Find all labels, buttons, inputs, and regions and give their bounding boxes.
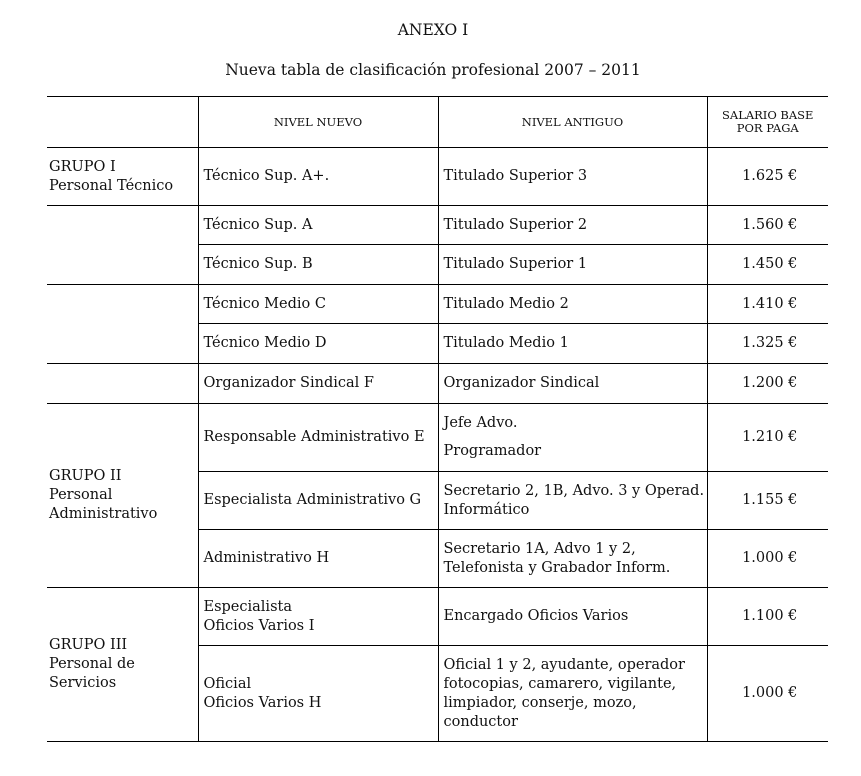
header-row [47, 97, 828, 148]
nivel-nuevo-cell: Técnico Sup. B [198, 245, 438, 285]
group-cell: GRUPO II Personal Administrativo [47, 404, 198, 588]
salario-cell: 1.210 € [707, 404, 828, 472]
table-row [47, 206, 828, 245]
header-salario: SALARIO BASE POR PAGA [707, 97, 828, 148]
nivel-nuevo-cell: Oficial Oficios Varios H [198, 646, 438, 742]
nivel-nuevo-cell: Organizador Sindical F [198, 364, 438, 404]
table-row [47, 404, 828, 472]
group-cell-empty [47, 364, 198, 404]
group-cell: GRUPO I Personal Técnico [49, 158, 174, 194]
classification-table [47, 96, 828, 742]
nivel-nuevo-cell: Técnico Medio D [198, 324, 438, 364]
annex-title: ANEXO I [397, 21, 469, 39]
salario-cell: 1.450 € [707, 245, 828, 285]
header-group [47, 97, 198, 148]
salario-cell: 1.155 € [707, 472, 828, 530]
table-title: Nueva tabla de clasificación profesional 2007 – 2011 [225, 61, 641, 79]
nivel-nuevo-cell: Técnico Medio C [198, 285, 438, 324]
nivel-antiguo-cell: Oficial 1 y 2, ayudante, operador fotocopias, camarero, vigilante, limpiador, conserje, mozo, conductor [438, 646, 707, 742]
nivel-antiguo-cell: Titulado Superior 1 [438, 245, 707, 285]
group-cell-empty [47, 285, 198, 364]
nivel-nuevo-cell: Responsable Administrativo E [198, 404, 438, 472]
nivel-antiguo-cell: Jefe Advo. Programador [438, 404, 707, 472]
nivel-antiguo-cell: Organizador Sindical [438, 364, 707, 404]
header-nivel-antiguo: NIVEL ANTIGUO [438, 97, 707, 148]
salario-cell: 1.000 € [707, 530, 828, 588]
nivel-nuevo-cell: Especialista Oficios Varios I [198, 588, 438, 646]
group-cell: GRUPO III Personal de Servicios [47, 588, 198, 742]
nivel-antiguo-cell: Titulado Medio 1 [438, 324, 707, 364]
nivel-antiguo-cell: Secretario 2, 1B, Advo. 3 y Operad. Informático [438, 472, 707, 530]
table-row [47, 285, 828, 324]
nivel-antiguo-cell: Titulado Superior 2 [438, 206, 707, 245]
table-row [47, 148, 828, 206]
nivel-antiguo-cell: Secretario 1A, Advo 1 y 2, Telefonista y Grabador Inform. [438, 530, 707, 588]
salario-cell: 1.625 € [707, 148, 828, 206]
group-cell-empty [47, 206, 198, 285]
salario-cell: 1.560 € [707, 206, 828, 245]
salario-cell: 1.410 € [707, 285, 828, 324]
salario-cell: 1.100 € [707, 588, 828, 646]
nivel-antiguo-cell: Encargado Oficios Varios [438, 588, 707, 646]
nivel-nuevo-cell: Técnico Sup. A+. [198, 148, 438, 206]
nivel-nuevo-cell: Técnico Sup. A [198, 206, 438, 245]
nivel-nuevo-cell: Especialista Administrativo G [198, 472, 438, 530]
salario-cell: 1.200 € [707, 364, 828, 404]
table-row [47, 364, 828, 404]
salario-cell: 1.325 € [707, 324, 828, 364]
table-row [47, 588, 828, 646]
nivel-antiguo-cell: Titulado Medio 2 [438, 285, 707, 324]
header-nivel-nuevo: NIVEL NUEVO [198, 97, 438, 148]
nivel-antiguo-cell: Titulado Superior 3 [438, 148, 707, 206]
nivel-nuevo-cell: Administrativo H [198, 530, 438, 588]
salario-cell: 1.000 € [707, 646, 828, 742]
